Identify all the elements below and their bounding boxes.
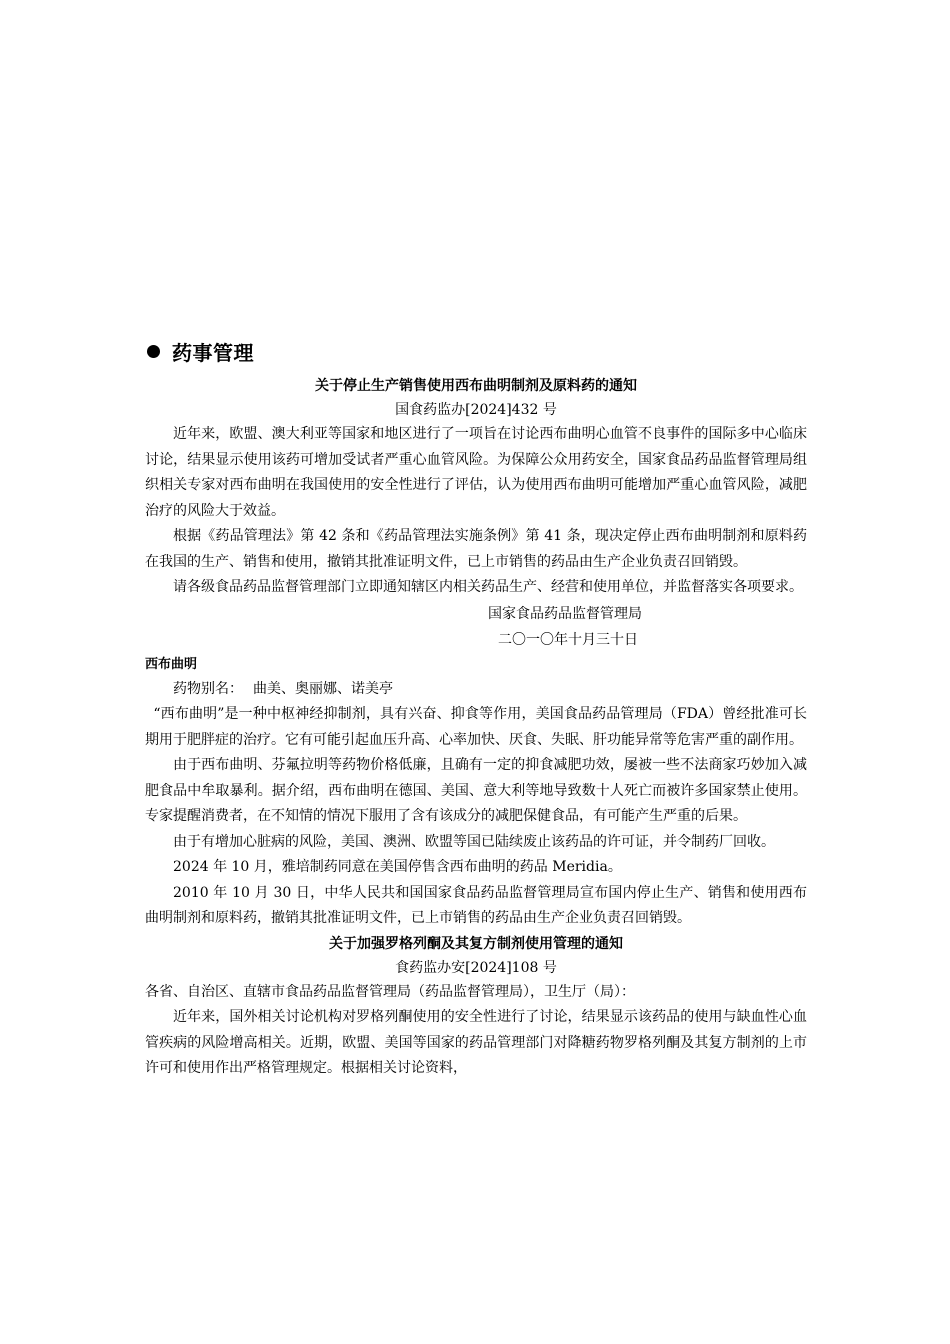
document-page	[145, 338, 807, 1082]
notice1-paragraph: 根据《药品管理法》第 42 条和《药品管理法实施条例》第 41 条，现决定停止西布曲明制剂和原料药在我国的生产、销售和使用，撤销其批准证明文件，已上市销售的药品由生产企业负责召回销毁。	[145, 528, 807, 570]
bullet-icon	[147, 345, 160, 358]
notice1-paragraph: 请各级食品药品监督管理部门立即通知辖区内相关药品生产、经营和使用单位，并监督落实各项要求。	[173, 579, 803, 595]
notice2-doc-number: 食药监办安[2024]108 号	[395, 959, 557, 976]
drug-alias-line	[145, 677, 807, 703]
notice1-title: 关于停止生产销售使用西布曲明制剂及原料药的通知	[315, 378, 637, 394]
notice2-addressee: 各省、自治区、直辖市食品药品监督管理局（药品监督管理局），卫生厅（局）：	[145, 983, 635, 1000]
drug-paragraph: 2010 年 10 月 30 日，中华人民共和国国家食品药品监督管理局宣布国内停止生产、销售和使用西布曲明制剂和原料药，撤销其批准证明文件，已上市销售的药品由生产企业负责召回销毁。	[145, 884, 807, 926]
drug-paragraph: 2024 年 10 月，雅培制药同意在美国停售含西布曲明的药品 Meridia。	[173, 859, 622, 875]
notice1-paragraph: 近年来，欧盟、澳大利亚等国家和地区进行了一项旨在讨论西布曲明心血管不良事件的国际多中心临床讨论，结果显示使用该药可增加受试者严重心血管风险。为保障公众用药安全，国家食品药品监督管理局组织相关专家对西布曲明在我国使用的安全性进行了评估，认为使用西布曲明可能增加严重心血管风险，减肥治疗的风险大于效益。	[145, 426, 807, 519]
notice1-signature-org: 国家食品药品监督管理局	[488, 605, 642, 622]
drug-paragraph: 由于有增加心脏病的风险，美国、澳洲、欧盟等国已陆续废止该药品的许可证，并令制药厂回收。	[173, 833, 775, 850]
drug-name-heading: 西布曲明	[145, 656, 198, 672]
drug-alias-value: 曲美、奥丽娜、诺美亭	[253, 680, 393, 697]
notice1-doc-number: 国食药监办[2024]432 号	[395, 402, 557, 418]
section-heading-label: 药事管理	[172, 340, 254, 365]
drug-intro: “西布曲明”是一种中枢神经抑制剂，具有兴奋、抑食等作用，美国食品药品管理局（FDA）曾经批准可长期用于肥胖症的治疗。它有可能引起血压升高、心率加快、厌食、失眠、肝功能异常等危害严重的副作用。	[145, 706, 807, 748]
notice1-signature-date: 二〇一〇年十月三十日	[498, 631, 638, 648]
drug-paragraph: 由于西布曲明、芬氟拉明等药物价格低廉，且确有一定的抑食减肥功效，屡被一些不法商家巧妙加入减肥食品中牟取暴利。据介绍，西布曲明在德国、美国、意大利等地导致数十人死亡而被许多国家禁止使用。专家提醒消费者，在不知情的情况下服用了含有该成分的减肥保健食品，有可能产生严重的后果。	[145, 757, 807, 824]
notice2-paragraph: 近年来，国外相关讨论机构对罗格列酮使用的安全性进行了讨论，结果显示该药品的使用与缺血性心血管疾病的风险增高相关。近期，欧盟、美国等国家的药品管理部门对降糖药物罗格列酮及其复方制剂的上市许可和使用作出严格管理规定。根据相关讨论资料，	[145, 1009, 807, 1076]
drug-alias-label: 药物别名：	[173, 680, 243, 697]
notice2-title: 关于加强罗格列酮及其复方制剂使用管理的通知	[329, 935, 623, 952]
section-heading	[145, 338, 807, 364]
